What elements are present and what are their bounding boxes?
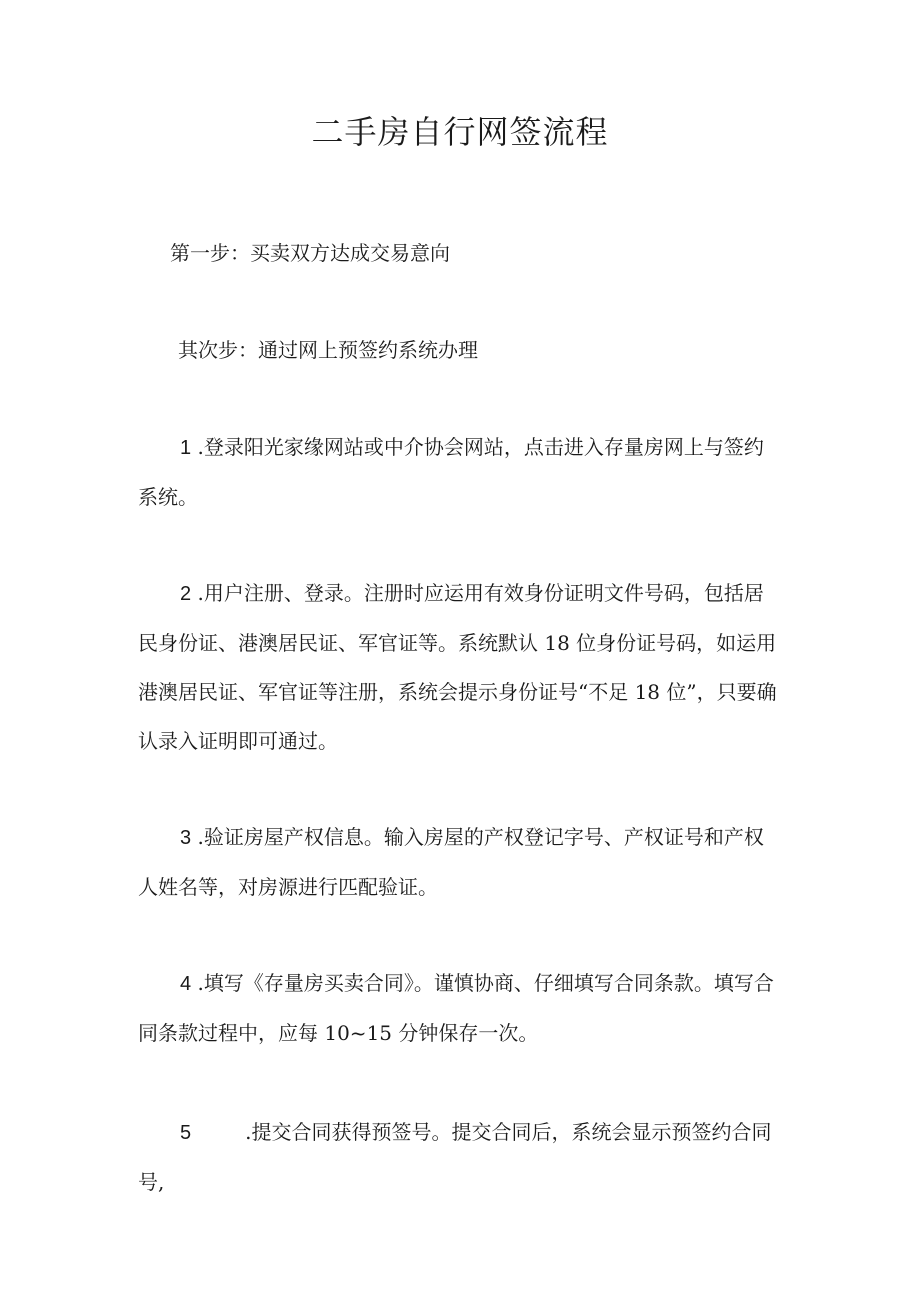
item-number: 4	[180, 973, 192, 995]
item-text: .登录阳光家缘网站或中介协会网站，点击进入存量房网上与签约系统。	[138, 435, 764, 509]
item-number: 2	[180, 583, 192, 605]
list-item-4	[138, 959, 782, 1058]
list-item-3	[138, 813, 782, 912]
list-item-5	[138, 1108, 782, 1207]
item-text: .验证房屋产权信息。输入房屋的产权登记字号、产权证号和产权人姓名等，对房源进行匹配验证。	[138, 825, 764, 899]
list-item-1	[138, 423, 782, 522]
item-number: 3	[180, 827, 192, 849]
page-title: 二手房自行网签流程	[311, 113, 609, 151]
item-text: .用户注册、登录。注册时应运用有效身份证明文件号码，包括居民身份证、港澳居民证、军官证等。系统默认 18 位身份证号码，如运用港澳居民证、军官证等注册，系统会提示身份证号“不足 18 位”，只要确认录入证明即可通过。	[138, 581, 777, 753]
item-text: .提交合同获得预签号。提交合同后，系统会显示预签约合同号,	[138, 1120, 772, 1194]
list-item-2	[138, 569, 782, 766]
step-2: 其次步：通过网上预签约系统办理	[178, 338, 478, 362]
item-number: 1	[180, 437, 192, 459]
item-text: .填写《存量房买卖合同》。谨慎协商、仔细填写合同条款。填写合同条款过程中，应每 10~15 分钟保存一次。	[138, 971, 774, 1045]
step-1: 第一步：买卖双方达成交易意向	[170, 241, 450, 265]
item-number: 5	[180, 1122, 192, 1144]
